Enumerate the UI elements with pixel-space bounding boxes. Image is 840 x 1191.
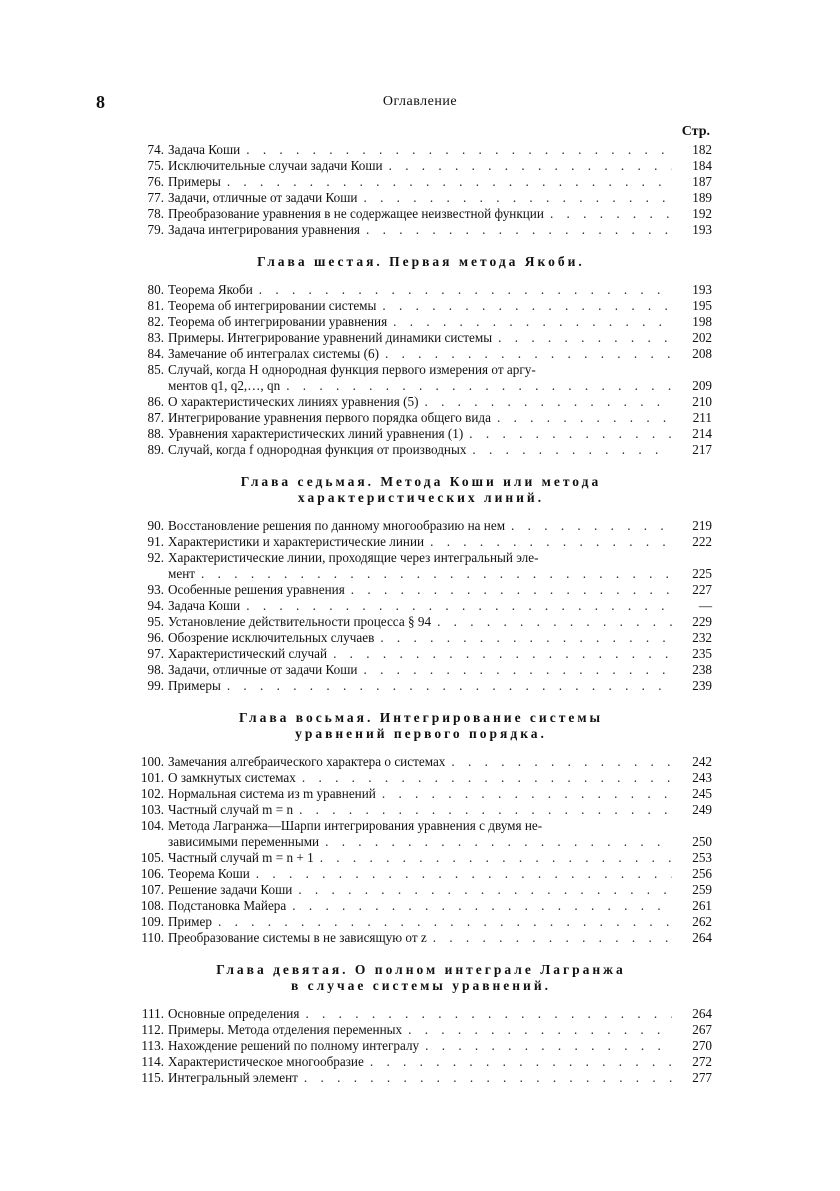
entry-number: 78. [147,206,164,221]
entry-number: 89. [147,442,164,457]
toc-entry[interactable] [130,754,712,770]
entry-title: Преобразование системы в не зависящую от z [168,930,427,945]
entry-number: 90. [147,518,164,533]
entry-title: Преобразование уравнения в не содержащее неизвестной функции [168,206,544,221]
entry-number: 110. [141,930,164,945]
toc-entry[interactable] [130,882,712,898]
dot-leader [498,330,672,346]
entry-title: Замечание об интегралах системы (6) [168,346,379,361]
entry-title: Случай, когда f однородная функция от производных [168,442,467,457]
entry-number: 82. [147,314,164,329]
entry-title: Исключительные случаи задачи Коши [168,158,383,173]
entry-title: Характеристики и характеристические линии [168,534,425,549]
entry-page-number: 262 [692,914,712,929]
entry-title: Восстановление решения по данному многообразию на нем [168,518,506,533]
entry-page-number: 249 [692,802,712,817]
dot-leader [298,882,672,898]
toc-entry[interactable] [130,598,712,614]
toc-entry[interactable] [130,534,712,550]
entry-number: 103. [140,802,164,817]
entry-number: 79. [147,222,164,237]
dot-leader [382,298,672,314]
entry-number: 87. [147,410,164,425]
entry-number: 85. [147,362,164,377]
entry-title: Метода Лагранжа—Шарпи интегрирования уравнения с двумя не- [168,818,543,833]
entry-page-number: 270 [692,1038,712,1053]
toc-entry[interactable] [130,222,712,238]
entry-page-number: 202 [692,330,712,345]
dot-leader [363,662,672,678]
entry-number: 109. [140,914,164,929]
toc-entry[interactable] [130,410,712,426]
entry-page-number: 235 [692,646,712,661]
entry-number: 83. [147,330,164,345]
entry-number: 111. [141,1006,164,1021]
dot-leader [286,378,672,394]
entry-page-number: 214 [692,426,712,441]
entry-page-number: 182 [692,142,712,157]
dot-leader [351,582,672,598]
dot-leader [424,394,672,410]
entry-title: Теорема об интегрировании уравнения [168,314,388,329]
entry-page-number: 232 [692,630,712,645]
dot-leader [451,754,672,770]
entry-title: Подстановка Майера [168,898,287,913]
toc-entry[interactable] [130,1038,712,1054]
chapter-heading [130,710,712,742]
dot-leader [363,190,672,206]
dot-leader [201,566,672,582]
dot-leader [305,1006,672,1022]
entry-number: 81. [147,298,164,313]
entry-title: Установление действительности процесса § 94 [168,614,432,629]
toc-entry[interactable] [130,518,712,534]
entry-page-number: 195 [692,298,712,313]
toc-entry[interactable] [130,834,712,850]
entry-title: Частный случай m = n + 1 [168,850,314,865]
entry-title: Теорема об интегрировании системы [168,298,377,313]
entry-page-number: 193 [692,282,712,297]
toc-entry[interactable] [130,362,712,378]
running-head: Оглавление [382,94,458,109]
entry-title: Нахождение решений по полному интегралу [168,1038,420,1053]
dot-leader [497,410,672,426]
toc-entry[interactable] [130,802,712,818]
entry-page-number: 209 [692,378,712,393]
entry-number: 77. [147,190,164,205]
toc-entry[interactable] [130,678,712,694]
toc-entry[interactable] [130,314,712,330]
dot-leader [393,314,672,330]
dot-leader [302,770,672,786]
toc-entry[interactable] [130,282,712,298]
entry-title: Характеристический случай [168,646,328,661]
toc-entry[interactable] [130,190,712,206]
dot-leader [246,598,672,614]
entry-title: Теорема Коши [168,866,250,881]
entry-number: 102. [140,786,164,801]
page-number: 8 [96,92,105,112]
chapter-heading-line: в случае системы уравнений. [291,978,551,993]
toc-entry[interactable] [130,346,712,362]
chapter-heading-line: Глава шестая. Первая метода Якоби. [257,254,585,269]
chapter-heading-line: Глава девятая. О полном интеграле Лагранжа [216,962,626,977]
entry-number: 96. [147,630,164,645]
toc-entry[interactable] [130,394,712,410]
toc-entry[interactable] [130,142,712,158]
entry-page-number: 239 [692,678,712,693]
dot-leader [320,850,672,866]
dot-leader [256,866,672,882]
toc-entry[interactable] [130,914,712,930]
entry-number: 76. [147,174,164,189]
chapter-heading-line: уравнений первого порядка. [295,726,547,741]
chapter-heading-line: характеристических линий. [297,490,545,505]
dot-leader [370,1054,672,1070]
entry-page-number: 259 [692,882,712,897]
entry-number: 105. [140,850,164,865]
entry-number: 114. [141,1054,164,1069]
entry-number: 108. [140,898,164,913]
entry-title: Характеристическое многообразие [168,1054,364,1069]
entry-title: Решение задачи Коши [168,882,293,897]
dot-leader [425,1038,672,1054]
entry-title: Особенные решения уравнения [168,582,345,597]
entry-title: Случай, когда H однородная функция первого измерения от аргу- [168,362,536,377]
entry-title: О характеристических линиях уравнения (5) [168,394,419,409]
dot-leader [408,1022,672,1038]
dot-leader [259,282,672,298]
entry-title: Примеры. Интегрирование уравнений динамики системы [168,330,493,345]
table-of-contents [130,122,712,1086]
entry-page-number: 187 [692,174,712,189]
toc-entry[interactable] [130,770,712,786]
entry-title: ментов q1, q2,…, qn [168,378,281,393]
entry-page-number: 256 [692,866,712,881]
chapter-heading [130,962,712,994]
entry-number: 100. [140,754,164,769]
entry-title: Характеристические линии, проходящие через интегральный эле- [168,550,539,565]
toc-entry[interactable] [130,1054,712,1070]
entry-page-number: 217 [692,442,712,457]
toc-entry[interactable] [130,174,712,190]
entry-title: Замечания алгебраического характера о системах [168,754,446,769]
entry-page-number: 193 [692,222,712,237]
entry-title: Теорема Якоби [168,282,253,297]
entry-number: 75. [147,158,164,173]
entry-title: Задачи, отличные от задачи Коши [168,190,358,205]
toc-entry[interactable] [130,298,712,314]
entry-page-number: 222 [692,534,712,549]
entry-number: 80. [147,282,164,297]
entry-page-number: 272 [692,1054,712,1069]
toc-entry[interactable] [130,646,712,662]
dot-leader [227,174,672,190]
entry-title: Обозрение исключительных случаев [168,630,375,645]
entry-page-number: 243 [692,770,712,785]
entry-title: Задача интегрирования уравнения [168,222,360,237]
entry-title: зависимыми переменными [168,834,320,849]
entry-page-number: 227 [692,582,712,597]
entry-number: 95. [147,614,164,629]
entry-title: Основные определения [168,1006,300,1021]
page-column-header: Стр. [681,124,710,139]
entry-title: мент [168,566,196,581]
toc-entry[interactable] [130,582,712,598]
dot-leader [304,1070,672,1086]
dot-leader [433,930,672,946]
toc-entry[interactable] [130,1070,712,1086]
entry-title: Задача Коши [168,142,241,157]
entry-page-number: 261 [692,898,712,913]
toc-entry[interactable] [130,930,712,946]
entry-title: Частный случай m = n [168,802,294,817]
entry-page-number: 264 [692,930,712,945]
entry-number: 88. [147,426,164,441]
toc-entry[interactable] [130,866,712,882]
dot-leader [333,646,672,662]
entry-page-number: 210 [692,394,712,409]
toc-entry[interactable] [130,442,712,458]
chapter-heading [130,474,712,506]
entry-number: 86. [147,394,164,409]
dot-leader [246,142,672,158]
entry-title: Примеры [168,678,221,693]
entry-number: 98. [147,662,164,677]
entry-page-number: 184 [692,158,712,173]
entry-number: 112. [141,1022,164,1037]
entry-title: Задача Коши [168,598,241,613]
entry-page-number: 253 [692,850,712,865]
toc-entry[interactable] [130,566,712,582]
dot-leader [325,834,672,850]
entry-page-number: 264 [692,1006,712,1021]
entry-number: 107. [140,882,164,897]
entry-number: 94. [147,598,164,613]
toc-entry[interactable] [130,850,712,866]
dot-leader [550,206,672,222]
entry-number: 113. [141,1038,164,1053]
entry-title: Интегральный элемент [168,1070,298,1085]
toc-entry[interactable] [130,1006,712,1022]
dot-leader [382,786,672,802]
entry-page-number: 242 [692,754,712,769]
dot-leader [430,534,672,550]
entry-number: 115. [141,1070,164,1085]
chapter-heading-line: Глава восьмая. Интегрирование системы [238,710,604,725]
dot-leader [299,802,672,818]
entry-number: 101. [140,770,164,785]
dot-leader [292,898,672,914]
entry-title: Задачи, отличные от задачи Коши [168,662,358,677]
entry-title: Уравнения характеристических линий уравнения (1) [168,426,464,441]
toc-entry[interactable] [130,206,712,222]
toc-entry[interactable] [130,426,712,442]
entry-title: Интегрирование уравнения первого порядка общего вида [168,410,491,425]
entry-number: 99. [147,678,164,693]
entry-title: Примеры [168,174,221,189]
toc-entry[interactable] [130,786,712,802]
dot-leader [472,442,672,458]
toc-entry[interactable] [130,550,712,566]
entry-page-number: 229 [692,614,712,629]
dot-leader [227,678,672,694]
dot-leader [511,518,672,534]
entry-page-number: 198 [692,314,712,329]
entry-number: 93. [147,582,164,597]
entry-page-number: 208 [692,346,712,361]
dot-leader [469,426,672,442]
dot-leader [380,630,672,646]
entry-number: 92. [147,550,164,565]
entry-number: 91. [147,534,164,549]
chapter-heading-line: Глава седьмая. Метода Коши или метода [240,474,602,489]
entry-title: Пример [168,914,212,929]
entry-page-number: 238 [692,662,712,677]
dot-leader [437,614,672,630]
entry-page-number: 225 [692,566,712,581]
toc-entry[interactable] [130,818,712,834]
entry-page-number: 192 [692,206,712,221]
toc-entry[interactable] [130,158,712,174]
entry-page-number: — [698,598,712,613]
entry-title: О замкнутых системах [168,770,296,785]
toc-entry[interactable] [130,378,712,394]
toc-entry[interactable] [130,614,712,630]
entry-page-number: 219 [692,518,712,533]
toc-entry[interactable] [130,662,712,678]
entry-page-number: 267 [692,1022,712,1037]
entry-title: Примеры. Метода отделения переменных [168,1022,403,1037]
dot-leader [366,222,672,238]
entry-number: 106. [140,866,164,881]
toc-entry[interactable] [130,1022,712,1038]
dot-leader [218,914,672,930]
entry-page-number: 245 [692,786,712,801]
entry-page-number: 211 [692,410,712,425]
chapter-heading [130,254,712,270]
entry-number: 104. [140,818,164,833]
entry-number: 74. [147,142,164,157]
entry-page-number: 189 [692,190,712,205]
toc-entry[interactable] [130,630,712,646]
dot-leader [385,346,672,362]
toc-entry[interactable] [130,898,712,914]
entry-number: 97. [147,646,164,661]
toc-entry[interactable] [130,330,712,346]
entry-title: Нормальная система из m уравнений [168,786,376,801]
entry-number: 84. [147,346,164,361]
entry-page-number: 277 [692,1070,712,1085]
entry-page-number: 250 [692,834,712,849]
dot-leader [389,158,672,174]
